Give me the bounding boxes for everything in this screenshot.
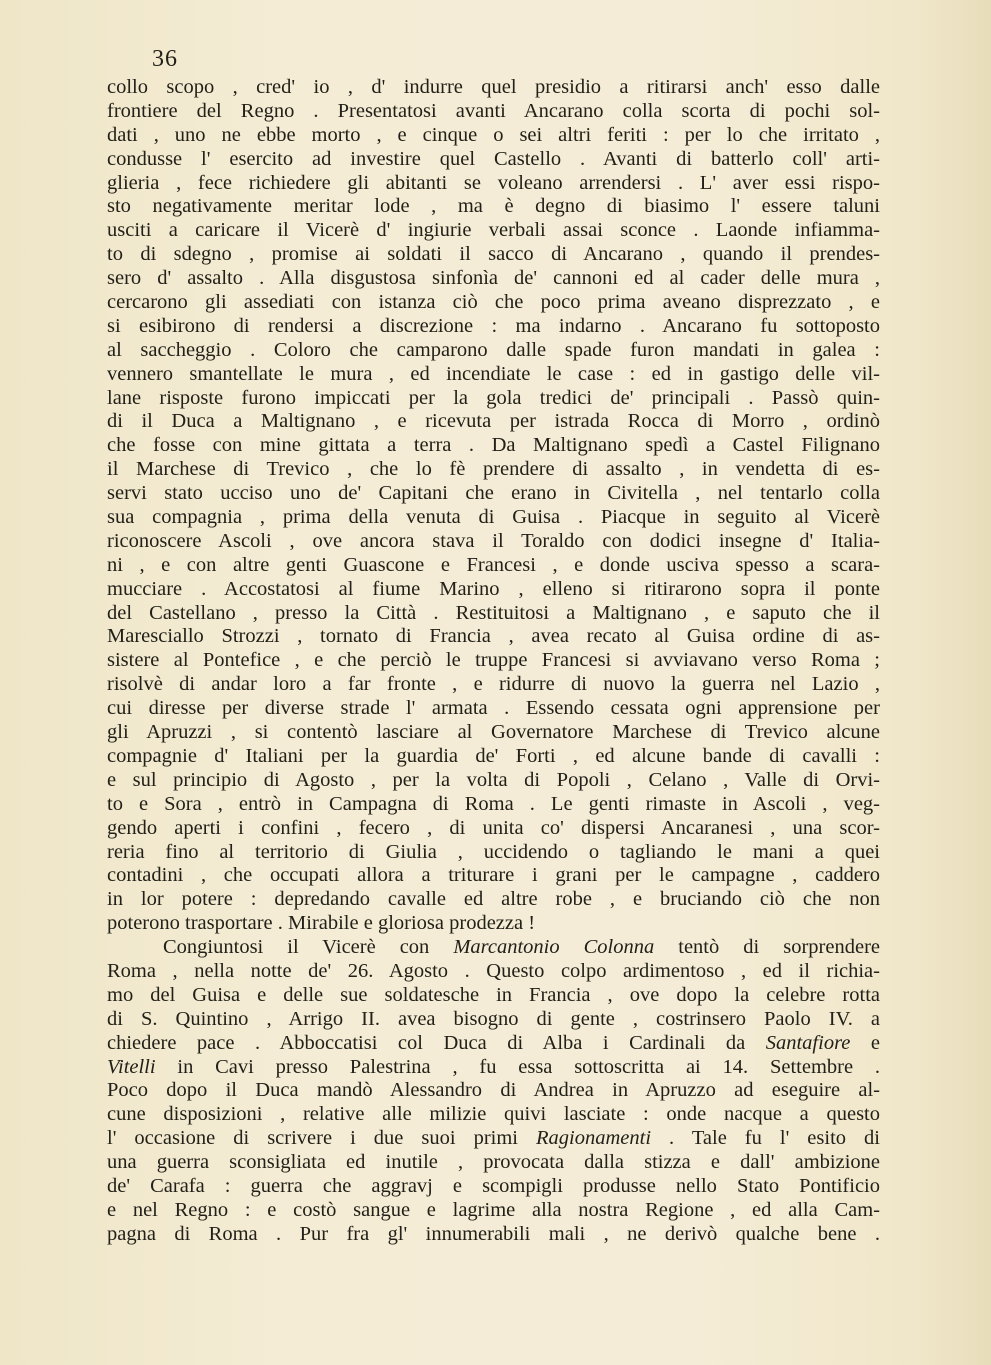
text-segment: che fosse con mine gittata a terra . Da Maltignano spedì a Castel Filignano (107, 434, 880, 457)
text-segment: ni , e con altre genti Guascone e Francesi , e donde usciva spesso a scara- (107, 553, 880, 576)
page-edge-shading (911, 0, 991, 1365)
text-line (107, 793, 880, 817)
text-segment: di S. Quintino , Arrigo II. avea bisogno di gente , costrinsero Paolo IV. a (107, 1007, 880, 1030)
text-line (107, 649, 880, 673)
text-segment: condusse l' esercito ad investire quel Castello . Avanti di batterlo coll' arti- (107, 147, 880, 170)
text-line (107, 291, 880, 315)
text-segment: in Cavi presso Palestrina , fu essa sottoscritta ai 14. Settembre . (155, 1055, 880, 1078)
text-segment: de' Carafa : guerra che aggravj e scompigli produsse nello Stato Pontificio (107, 1174, 880, 1197)
text-segment: una guerra sconsigliata ed inutile , provocata dalla stizza e dall' ambizione (107, 1151, 880, 1174)
text-segment: gli Apruzzi , si contentò lasciare al Governatore Marchese di Trevico alcune (107, 721, 880, 744)
text-segment: chiedere pace . Abboccatisi col Duca di Alba i Cardinali da (107, 1031, 766, 1054)
text-segment: risolvè di andar loro a far fronte , e ridurre di nuovo la guerra nel Lazio , (107, 673, 880, 696)
italic-name: Santafiore (765, 1031, 851, 1054)
text-line (107, 506, 880, 530)
text-segment: Maresciallo Strozzi , tornato di Francia , avea recato al Guisa ordine di as- (107, 625, 880, 648)
text-line (107, 1008, 880, 1032)
text-line (107, 1056, 880, 1080)
text-line (107, 243, 880, 267)
text-segment: glieria , fece richiedere gli abitanti se voleano arrendersi . L' aver essi rispo- (107, 171, 880, 194)
text-segment: in lor potere : depredando cavalle ed altre robe , e bruciando ciò che non (107, 888, 880, 911)
text-segment: tentò di sorprendere (654, 936, 880, 959)
text-segment: vennero smantellate le mura , ed incendiate le case : ed in gastigo delle vil- (107, 362, 880, 385)
text-segment: . Tale fu l' esito di (651, 1127, 880, 1150)
text-line (107, 602, 880, 626)
text-segment: contadini , che occupati allora a triturare i grani per le campagne , caddero (107, 864, 880, 887)
italic-name: Vitelli (107, 1055, 156, 1078)
text-line (107, 363, 880, 387)
text-segment: Poco dopo il Duca mandò Alessandro di Andrea in Apruzzo ad eseguire al- (107, 1079, 880, 1102)
text-line (107, 721, 880, 745)
text-line (107, 960, 880, 984)
text-line (107, 1103, 880, 1127)
text-line (107, 267, 880, 291)
text-segment: gendo aperti i confini , fecero , di unita co' dispersi Ancaranesi , una scor- (107, 816, 880, 839)
text-line (107, 673, 880, 697)
text-segment: compagnie d' Italiani per la guardia de' Forti , ed alcune bande di cavalli : (107, 744, 880, 767)
text-segment: al saccheggio . Coloro che camparono dalle spade furon mandati in galea : (107, 338, 880, 361)
text-line (107, 817, 880, 841)
text-segment: mo del Guisa e delle sue soldatesche in Francia , ove dopo la celebre rotta (107, 983, 880, 1006)
text-segment: riconoscere Ascoli , ove ancora stava il Toraldo con dodici insegne d' Italia- (107, 529, 880, 552)
italic-name: Marcantonio Colonna (453, 936, 655, 959)
text-line (107, 1199, 880, 1223)
text-line (107, 76, 880, 100)
text-segment: lane risposte furono impiccati per la gola tredici de' principali . Passò quin- (107, 386, 880, 409)
text-segment: l' occasione di scrivere i due suoi primi (107, 1127, 537, 1150)
text-line (107, 530, 880, 554)
text-segment: sua compagnia , prima della venuta di Guisa . Piacque in seguito al Vicerè (107, 506, 880, 529)
text-line (107, 100, 880, 124)
text-line (107, 936, 880, 960)
text-line (107, 339, 880, 363)
text-segment: collo scopo , cred' io , d' indurre quel presidio a ritirarsi anch' esso dalle (107, 76, 880, 98)
text-line (107, 1127, 880, 1151)
text-segment: di il Duca a Maltignano , e ricevuta per istrada Rocca di Morro , ordinò (107, 410, 880, 433)
text-line (107, 1223, 880, 1247)
text-segment: servi stato ucciso uno de' Capitani che erano in Civitella , nel tentarlo colla (107, 482, 880, 505)
text-line (107, 1151, 880, 1175)
text-segment: dati , uno ne ebbe morto , e cinque o sei altri feriti : per lo che irritato , (107, 123, 880, 146)
text-segment: usciti a caricare il Vicerè d' ingiurie verbali assai sconce . Laonde infiamma- (107, 219, 880, 242)
text-line (107, 697, 880, 721)
text-segment: poterono trasportare . Mirabile e gloriosa prodezza ! (107, 912, 536, 935)
text-line (107, 578, 880, 602)
text-segment: si esibirono di rendersi a discrezione : ma indarno . Ancarano fu sottoposto (107, 314, 880, 337)
text-line (107, 148, 880, 172)
text-segment: reria fino al territorio di Giulia , uccidendo o tagliando le mani a quei (107, 840, 880, 863)
text-segment: del Castellano , presso la Città . Restituitosi a Maltignano , e saputo che il (107, 601, 880, 624)
text-line (107, 387, 880, 411)
text-segment: cercarono gli assediati con istanza ciò che poco prima aveano disprezzato , e (107, 291, 880, 314)
text-segment: pagna di Roma . Pur fra gl' innumerabili mali , ne derivò qualche bene . (107, 1222, 880, 1245)
text-segment: sistere al Pontefice , e che perciò le truppe Francesi si avviavano verso Roma ; (107, 649, 880, 672)
text-line (107, 195, 880, 219)
body-text (107, 76, 880, 1247)
text-segment: sto negativamente meritar lode , ma è degno di biasimo l' essere taluni (107, 195, 880, 218)
text-line (107, 410, 880, 434)
text-line (107, 458, 880, 482)
text-line (107, 984, 880, 1008)
text-line (107, 124, 880, 148)
text-segment: e (850, 1031, 880, 1054)
text-segment: cui diresse per diverse strade l' armata . Essendo cessata ogni apprensione per (107, 697, 880, 720)
text-segment: e nel Regno : e costò sangue e lagrime alla nostra Regione , ed alla Cam- (107, 1198, 880, 1221)
text-line (107, 841, 880, 865)
text-segment: sero d' assalto . Alla disgustosa sinfonìa de' cannoni ed al cader delle mura , (107, 267, 880, 290)
text-line (107, 219, 880, 243)
text-segment: Roma , nella notte de' 26. Agosto . Questo colpo ardimentoso , ed il richia- (107, 959, 880, 982)
text-line (107, 434, 880, 458)
text-line (107, 315, 880, 339)
text-line (107, 1175, 880, 1199)
text-line (107, 912, 880, 936)
italic-name: Ragionamenti (536, 1127, 652, 1150)
text-segment: e sul principio di Agosto , per la volta di Popoli , Celano , Valle di Orvi- (107, 768, 880, 791)
text-segment: il Marchese di Trevico , che lo fè prendere di assalto , in vendetta di es- (107, 458, 880, 481)
text-segment: Congiuntosi il Vicerè con (163, 936, 454, 959)
text-segment: frontiere del Regno . Presentatosi avanti Ancarano colla scorta di pochi sol- (107, 99, 880, 122)
text-line (107, 888, 880, 912)
text-segment: cune disposizioni , relative alle milizie quivi lasciate : onde nacque a questo (107, 1103, 880, 1126)
text-line (107, 745, 880, 769)
text-segment: to e Sora , entrò in Campagna di Roma . Le genti rimaste in Ascoli , veg- (107, 792, 880, 815)
text-segment: mucciare . Accostatosi al fiume Marino , elleno si ritirarono sopra il ponte (107, 577, 880, 600)
text-line (107, 1032, 880, 1056)
page-number: 36 (152, 46, 178, 72)
text-line (107, 769, 880, 793)
text-line (107, 482, 880, 506)
text-line (107, 554, 880, 578)
text-segment: to di sdegno , promise ai soldati il sacco di Ancarano , quando il prendes- (107, 243, 880, 266)
text-line (107, 864, 880, 888)
text-line (107, 625, 880, 649)
text-line (107, 1079, 880, 1103)
text-line (107, 172, 880, 196)
